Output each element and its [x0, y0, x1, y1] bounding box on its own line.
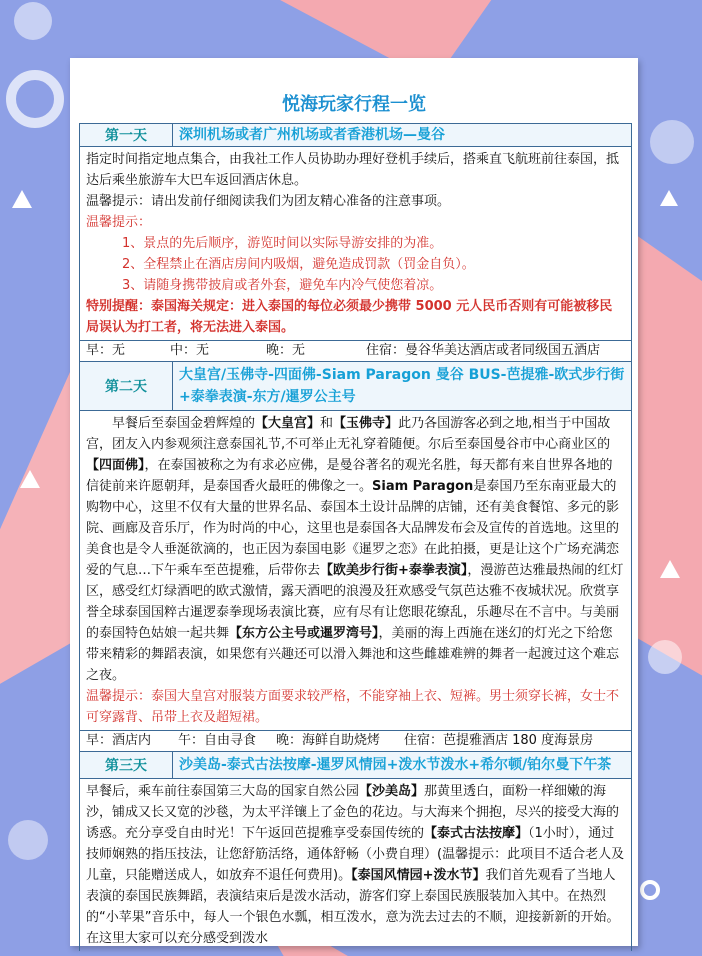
itinerary-document — [70, 58, 638, 946]
warm-item: 1、景点的先后顺序，游览时间以实际导游安排的为准。 — [122, 236, 443, 251]
meal-breakfast: 早：无 — [86, 343, 126, 358]
day-description: 早餐后，乘车前往泰国第三大岛的国家自然公园【沙美岛】那黄里透白，面粉一样细嫩的海沙，铺成又长又宽的沙毯，为太平洋镶上了金色的花边。与大海来个拥抱，尽兴的接受大海的诱惑。充分享受自由时光！下午返回芭提雅享受泰国传统的【泰式古法按摩】（1小时），通过技师娴熟的指压技法，让您舒筋活络，通体舒畅（小费自理）(温馨提示：此项目不适合老人及儿童，只能赠送成人，如放弃不退任何费用)。【泰国风情园+泼水节】我们首先观看了当地人表演的泰国民族舞蹈，表演结束后是泼水活动，游客们穿上泰国民族服装加入其中。在热烈的“小苹果”音乐中，每人一个银色水瓢，相互泼水，意为洗去过去的不顺，迎接新新的开始。在这里大家可以充分感受到泼水 — [86, 784, 625, 946]
day-intro: 指定时间指定地点集合，由我社工作人员协助办理好登机手续后，搭乘直飞航班前往泰国，抵达后乘坐旅游车大巴车返回酒店休息。 — [86, 152, 620, 188]
decor-triangle — [20, 470, 40, 488]
day-route: 深圳机场或者广州机场或者香港机场—曼谷 — [179, 127, 445, 143]
day-label: 第一天 — [80, 124, 173, 146]
meal-lunch: 午：自由寻食 — [178, 733, 257, 748]
decor-triangle — [660, 190, 678, 206]
day-header — [80, 124, 631, 147]
warm-item: 2、全程禁止在酒店房间内吸烟，避免造成罚款（罚金自负）。 — [122, 257, 475, 272]
warm-title: 温馨提示： — [86, 215, 152, 230]
itinerary-table — [79, 123, 632, 951]
warm-note: 温馨提示：泰国大皇宫对服装方面要求较严格，不能穿袖上衣、短裤。男士须穿长裤，女士不可穿露背、吊带上衣及超短裙。 — [86, 689, 620, 725]
hotel: 住宿：曼谷华美达酒店或者同级国五酒店 — [366, 343, 601, 358]
decor-triangle — [660, 560, 680, 578]
day-body — [80, 779, 631, 951]
day-route: 大皇宫/玉佛寺-四面佛-Siam Paragon 曼谷 BUS-芭提雅-欧式步行街+泰拳表演-东方/暹罗公主号 — [179, 367, 625, 405]
decor-triangle — [12, 190, 32, 208]
day-header — [80, 362, 631, 411]
decor-circle — [648, 640, 682, 674]
day-label: 第二天 — [80, 362, 173, 410]
page-title: 悦海玩家行程一览 — [282, 94, 426, 115]
meal-dinner: 晚：海鲜自助烧烤 — [276, 733, 381, 748]
decor-circle — [8, 820, 48, 860]
decor-circle — [640, 880, 660, 900]
tip-line: 温馨提示：请出发前仔细阅读我们为团友精心准备的注意事项。 — [86, 194, 451, 209]
day-body — [80, 411, 631, 731]
meals-row — [80, 731, 631, 752]
decor-circle — [14, 2, 52, 40]
day-route: 沙美岛-泰式古法按摩-暹罗风情园+泼水节泼水+希尔顿/铂尔曼下午茶 — [179, 757, 612, 773]
day-label: 第三天 — [80, 752, 173, 778]
meal-breakfast: 早：酒店内 — [86, 733, 152, 748]
warm-item: 3、请随身携带披肩或者外套，避免车内冷气使您着凉。 — [122, 278, 443, 293]
day-description: 早餐后至泰国金碧辉煌的【大皇宫】和【玉佛寺】此乃各国游客必到之地,相当于中国故宫，团友入内参观须注意泰国礼节,不可举止无礼穿着随便。尔后至泰国曼谷市中心商业区的【四面佛】，在泰国被称之为有求必应佛，是曼谷著名的观光名胜，每天都有来自世界各地的信徒前来许愿朝拜，是泰国香火最旺的佛像之一。Siam Paragon是泰国乃至东南亚最大的购物中心，这里不仅有大量的世界名品、泰国本土设计品牌的店铺，还有美食餐馆、多元的影院、画廊及音乐厅，作为时尚的中心，这里也是泰国各大品牌发布会及宣传的首选地。这里的美食也是令人垂涎欲滴的，也正因为泰国电影《暹罗之恋》在此拍摄，更是让这个广场充满恋爱的气息…下午乘车至芭提雅，后带你去【欧美步行街+泰拳表演】，漫游芭达雅最热闹的红灯区，感受红灯绿酒吧的欧式激情，露天酒吧的浪漫及狂欢感受气氛芭达雅不夜城状况。欣赏享誉全球泰国国粹古暹逻泰拳现场表演比赛，应有尽有让您眼花缭乱，乐趣尽在不言中。与美丽的泰国特色姑娘一起共舞【东方公主号或暹罗湾号】，美丽的海上西施在迷幻的灯光之下给您带来精彩的舞蹈表演，如果您有兴趣还可以滑入舞池和这些雌雄难辨的舞者一起渡过这个难忘之夜。 — [86, 416, 624, 683]
decor-circle — [6, 70, 64, 128]
day-body — [80, 147, 631, 341]
day-header — [80, 752, 631, 779]
hotel: 住宿：芭提雅酒店 180 度海景房 — [404, 733, 594, 748]
meals-row — [80, 341, 631, 362]
decor-circle — [650, 120, 694, 164]
meal-dinner: 晚：无 — [266, 343, 306, 358]
special-notice: 特别提醒：泰国海关规定：进入泰国的每位必须最少携带 5000 元人民币否则有可能被移民局误认为打工者，将无法进入泰国。 — [86, 299, 613, 335]
meal-lunch: 中：无 — [170, 343, 210, 358]
